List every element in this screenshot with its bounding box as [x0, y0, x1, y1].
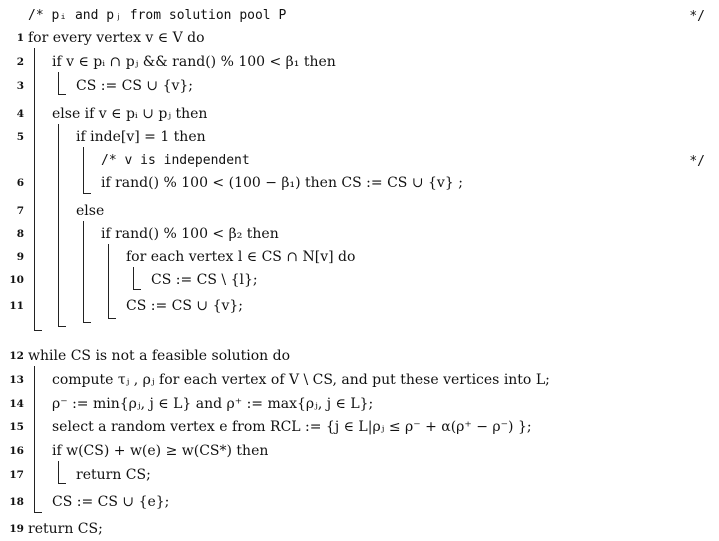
- line-1: for every vertex v ∈ V do: [28, 30, 205, 46]
- line-number: 7: [16, 205, 24, 217]
- line-6: if rand() % 100 < (100 − β₁) then CS := CS ∪ {v} ;: [101, 175, 463, 191]
- block-line-else-7: [83, 221, 84, 322]
- block-end-for-9: [133, 289, 141, 290]
- line-number: 6: [16, 177, 24, 189]
- block-end-while: [34, 512, 42, 513]
- line-number: 18: [9, 496, 24, 508]
- line-5: if inde[v] = 1 then: [76, 129, 206, 145]
- line-number: 12: [9, 350, 24, 362]
- line-18: CS := CS ∪ {e};: [52, 494, 170, 510]
- block-line-for: [34, 48, 35, 330]
- block-end-for: [34, 330, 42, 331]
- header-comment: /* pᵢ and pⱼ from solution pool P: [28, 8, 287, 23]
- header-comment-end: */: [689, 9, 705, 24]
- block-end-if-5: [83, 193, 91, 194]
- block-line-if-8: [108, 244, 109, 318]
- line-14: ρ⁻ := min{ρⱼ, j ∈ L} and ρ⁺ := max{ρⱼ, j ∈ L};: [52, 396, 374, 412]
- line-17: return CS;: [76, 467, 151, 483]
- line-number: 15: [9, 421, 24, 433]
- block-end-if-8: [108, 318, 116, 319]
- line-3: CS := CS ∪ {v};: [76, 78, 194, 94]
- block-end-elseif-4: [58, 326, 66, 327]
- line-number: 13: [9, 374, 24, 386]
- line-number: 10: [9, 274, 24, 286]
- line-2: if v ∈ pᵢ ∩ pⱼ && rand() % 100 < β₁ then: [52, 54, 336, 70]
- line-9: for each vertex l ∈ CS ∩ N[v] do: [126, 249, 356, 265]
- block-end-if-2: [58, 94, 66, 95]
- line-number: 5: [16, 131, 24, 143]
- line-19: return CS;: [28, 521, 103, 537]
- line-13: compute τⱼ , ρⱼ for each vertex of V \ CS, and put these vertices into L;: [52, 372, 550, 388]
- line-12: while CS is not a feasible solution do: [28, 348, 291, 364]
- line-15: select a random vertex e from RCL := {j ∈ L|ρⱼ ≤ ρ⁻ + α(ρ⁺ − ρ⁻) };: [52, 419, 532, 435]
- line-number: 16: [9, 445, 24, 457]
- block-line-elseif-4: [58, 124, 59, 326]
- line-10: CS := CS \ {l};: [151, 272, 258, 288]
- independent-comment-end: */: [689, 154, 705, 169]
- line-8: if rand() % 100 < β₂ then: [101, 226, 279, 242]
- block-line-for-9: [133, 267, 134, 289]
- line-number: 19: [9, 523, 24, 535]
- line-11: CS := CS ∪ {v};: [126, 298, 244, 314]
- block-end-if-16: [58, 483, 66, 484]
- line-number: 1: [16, 32, 24, 44]
- independent-comment: /* v is independent: [101, 153, 250, 168]
- block-line-if-5: [83, 147, 84, 193]
- line-number: 3: [16, 80, 24, 92]
- line-number: 8: [16, 228, 24, 240]
- line-7: else: [76, 203, 105, 219]
- line-number: 4: [16, 108, 24, 120]
- line-number: 9: [16, 251, 24, 263]
- line-4: else if v ∈ pᵢ ∪ pⱼ then: [52, 106, 208, 122]
- line-number: 14: [9, 398, 24, 410]
- line-16: if w(CS) + w(e) ≥ w(CS*) then: [52, 443, 269, 459]
- line-number: 2: [16, 56, 24, 68]
- block-line-while: [34, 366, 35, 512]
- line-number: 11: [9, 300, 24, 312]
- block-line-if-2: [58, 72, 59, 94]
- block-line-if-16: [58, 461, 59, 483]
- block-end-else-7: [83, 322, 91, 323]
- line-number: 17: [9, 469, 24, 481]
